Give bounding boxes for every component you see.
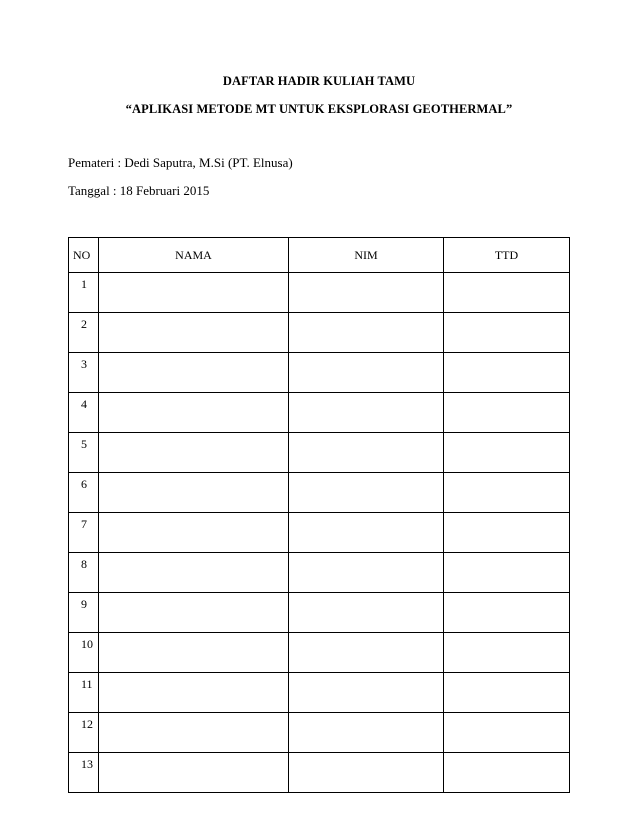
nama-cell[interactable] [99, 633, 289, 673]
nim-cell[interactable] [289, 393, 444, 433]
nama-cell[interactable] [99, 273, 289, 313]
table-row [69, 633, 570, 673]
column-header-nim: NIM [289, 238, 444, 273]
row-number: 10 [69, 633, 99, 673]
row-number: 7 [69, 513, 99, 553]
table-row [69, 593, 570, 633]
table-row [69, 273, 570, 313]
nim-cell[interactable] [289, 353, 444, 393]
row-number: 5 [69, 433, 99, 473]
nama-cell[interactable] [99, 673, 289, 713]
nim-cell[interactable] [289, 593, 444, 633]
ttd-cell[interactable] [444, 273, 570, 313]
table-row [69, 353, 570, 393]
nama-cell[interactable] [99, 313, 289, 353]
row-number: 2 [69, 313, 99, 353]
row-number: 9 [69, 593, 99, 633]
document-subtitle: “APLIKASI METODE MT UNTUK EKSPLORASI GEOTHERMAL” [125, 102, 513, 116]
nama-cell[interactable] [99, 553, 289, 593]
column-header-ttd: TTD [444, 238, 570, 273]
row-number: 4 [69, 393, 99, 433]
nama-cell[interactable] [99, 473, 289, 513]
table-row [69, 393, 570, 433]
nim-cell[interactable] [289, 713, 444, 753]
column-header-no: NO [69, 238, 99, 273]
ttd-cell[interactable] [444, 313, 570, 353]
nama-cell[interactable] [99, 433, 289, 473]
table-row [69, 713, 570, 753]
ttd-cell[interactable] [444, 513, 570, 553]
presenter-line: Pemateri : Dedi Saputra, M.Si (PT. Elnusa) [68, 155, 293, 170]
nama-cell[interactable] [99, 353, 289, 393]
nim-cell[interactable] [289, 673, 444, 713]
nama-cell[interactable] [99, 753, 289, 793]
row-number: 11 [69, 673, 99, 713]
ttd-cell[interactable] [444, 593, 570, 633]
table-row [69, 313, 570, 353]
row-number: 1 [69, 273, 99, 313]
nama-cell[interactable] [99, 713, 289, 753]
nama-cell[interactable] [99, 393, 289, 433]
ttd-cell[interactable] [444, 353, 570, 393]
nim-cell[interactable] [289, 553, 444, 593]
nama-cell[interactable] [99, 593, 289, 633]
date-line: Tanggal : 18 Februari 2015 [68, 183, 210, 198]
row-number: 12 [69, 713, 99, 753]
row-number: 13 [69, 753, 99, 793]
ttd-cell[interactable] [444, 553, 570, 593]
ttd-cell[interactable] [444, 433, 570, 473]
table-row [69, 473, 570, 513]
table-row [69, 433, 570, 473]
ttd-cell[interactable] [444, 393, 570, 433]
table-header-row [69, 238, 570, 273]
nim-cell[interactable] [289, 633, 444, 673]
nama-cell[interactable] [99, 513, 289, 553]
nim-cell[interactable] [289, 473, 444, 513]
row-number: 6 [69, 473, 99, 513]
table-row [69, 513, 570, 553]
attendance-table [68, 237, 570, 793]
row-number: 8 [69, 553, 99, 593]
column-header-nama: NAMA [99, 238, 289, 273]
table-row [69, 673, 570, 713]
table-row [69, 553, 570, 593]
nim-cell[interactable] [289, 513, 444, 553]
table-row [69, 753, 570, 793]
ttd-cell[interactable] [444, 713, 570, 753]
nim-cell[interactable] [289, 433, 444, 473]
nim-cell[interactable] [289, 313, 444, 353]
nim-cell[interactable] [289, 753, 444, 793]
ttd-cell[interactable] [444, 753, 570, 793]
nim-cell[interactable] [289, 273, 444, 313]
row-number: 3 [69, 353, 99, 393]
ttd-cell[interactable] [444, 473, 570, 513]
ttd-cell[interactable] [444, 633, 570, 673]
ttd-cell[interactable] [444, 673, 570, 713]
document-title: DAFTAR HADIR KULIAH TAMU [222, 74, 416, 88]
